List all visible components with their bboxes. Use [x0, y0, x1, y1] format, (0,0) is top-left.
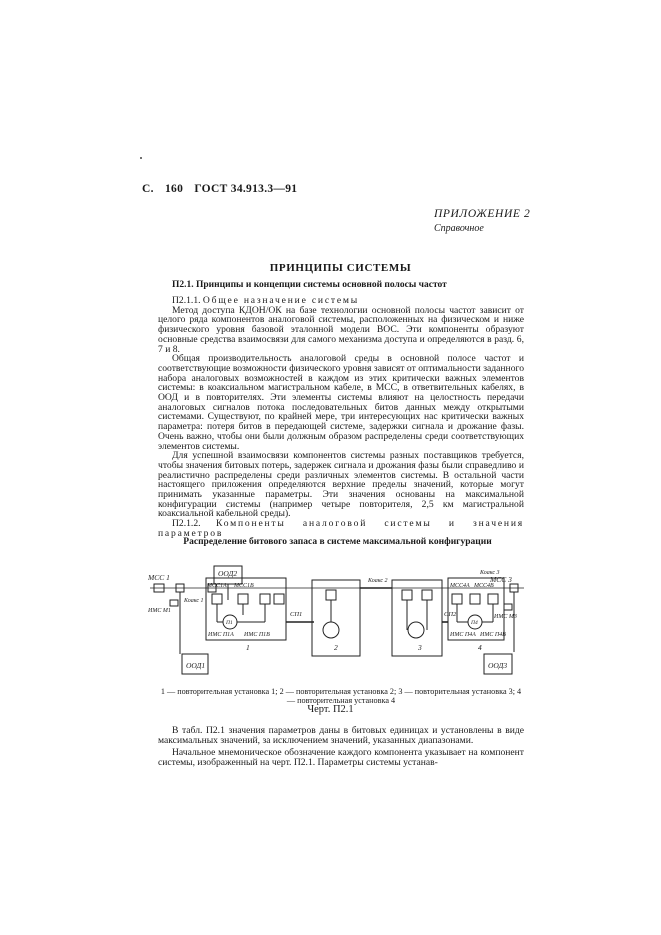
label-repeater-4: 4: [478, 643, 482, 652]
ims-m3-box: [504, 604, 512, 610]
scan-speck: [140, 157, 142, 159]
subsection-title: Общее назначение системы: [202, 295, 360, 306]
page-number: 160: [164, 183, 184, 195]
page-prefix: С.: [142, 183, 154, 195]
r1-block-a: [212, 594, 222, 604]
r2-block-a: [326, 590, 336, 600]
repeater-3: [392, 580, 442, 656]
section-heading: П2.1. Принципы и концепции системы основной полосы частот: [172, 280, 447, 290]
label-mss4a: МСС4А: [450, 583, 470, 589]
label-p4: П4: [471, 620, 478, 626]
r1-block-c: [260, 594, 270, 604]
label-ood1: ООД1: [186, 661, 206, 670]
label-sp1: СП1: [290, 611, 303, 618]
label-p1: П1: [226, 620, 233, 626]
r4-block-c: [488, 594, 498, 604]
paragraph: В табл. П2.1 значения параметров даны в битовых единицах и установлены в виде максимальных значений, за исключением значений, указанных диапазонами.: [158, 725, 524, 746]
figure-label: Черт. П2.1: [307, 704, 354, 715]
label-coax2: Коакс 2: [368, 578, 388, 584]
subsection-number: П2.1.1.: [172, 295, 201, 306]
label-mss1a: МСС1А: [207, 583, 227, 589]
page-header: [142, 183, 305, 195]
label-ims-p1b: ИМС П1В: [244, 632, 270, 638]
page-title: ПРИНЦИПЫ СИСТЕМЫ: [269, 262, 412, 274]
ims-m1-box: [170, 600, 178, 606]
r1-block-d: [274, 594, 284, 604]
subsection-title: Компоненты аналоговой системы и значения параметров: [158, 518, 524, 539]
body-text-1: [158, 296, 524, 539]
label-repeater-2: 2: [334, 643, 338, 652]
appendix-label: ПРИЛОЖЕНИЕ 2: [434, 208, 531, 220]
r2-circle: [323, 622, 339, 638]
paragraph: Начальное мнемоническое обозначение каждого компонента указывает на компонент системы, изображенный на черт. П2.1. Параметры системы устанав-: [158, 747, 524, 769]
label-mss1: МСС 1: [148, 573, 170, 582]
r3-circle: [408, 622, 424, 638]
label-ims-m3: ИМС М3: [494, 614, 517, 620]
label-repeater-1: 1: [246, 643, 250, 652]
label-mss1b: МСС1В: [234, 583, 254, 589]
figure-title: Распределение битового запаса в системе максимальной конфигурации: [183, 537, 492, 547]
label-sp2: СП2: [444, 611, 457, 618]
label-ood3: ООД3: [488, 661, 508, 670]
r4-block-b: [470, 594, 480, 604]
label-ims-p1a: ИМС П1А: [208, 632, 234, 638]
label-ims-p4a: ИМС П4А: [450, 632, 476, 638]
r3-block-b: [422, 590, 432, 600]
subsection-heading-2: [158, 519, 524, 538]
label-coax3: Коакс 3: [480, 570, 500, 576]
figure-caption: 1 — повторительная установка 1; 2 — повторительная установка 2; 3 — повторительная установка 3; 4 — повторительная установка 4: [160, 687, 522, 705]
paragraph: Для успешной взаимосвязи компонентов системы разных поставщиков требуется, чтобы значения битовых потерь, задержек сигнала и дрожания фазы были справедливо и реалистично распределены среди различных элементов системы. В остальной части настоящего приложения определяются верхние пределы значений, которые могут принимать указанные параметры. Эти значения основаны на максимальной конфигурации системы (например четыре повторителя, 2,5 км магистральной коаксиальной кабельной среды).: [158, 450, 524, 520]
standard-id: ГОСТ 34.913.3—91: [194, 183, 298, 195]
label-mss4b: МСС4В: [474, 583, 494, 589]
system-diagram: [148, 560, 528, 682]
label-ims-m1: ИМС М1: [148, 608, 171, 614]
label-repeater-3: 3: [418, 643, 422, 652]
label-ood2: ООД2: [218, 569, 238, 578]
paragraph: Метод доступа КДОН/ОК на базе технологии основной полосы частот зависит от целого ряда компонентов аналоговой системы, расположенных на физическом и ниже физического уровня базовой эталонной модели ВОС. Эти компоненты образуют основные средства взаимосвязи для самого механизма доступа и определяются в разд. 6, 7 и 8.: [158, 304, 524, 355]
label-mss3: МСС 3: [490, 575, 512, 584]
r1-block-b: [238, 594, 248, 604]
body-text-2: [158, 726, 524, 768]
subsection-number: П2.1.2.: [172, 518, 201, 530]
r4-block-a: [452, 594, 462, 604]
appendix-sublabel: Справочное: [434, 223, 484, 234]
label-ims-p4b: ИМС П4В: [480, 632, 506, 638]
r3-block-a: [402, 590, 412, 600]
label-coax1: Коакс 1: [184, 598, 204, 604]
paragraph: Общая производительность аналоговой среды в основной полосе частот и соответствующие возможности физического уровня зависят от оптимальности заданного набора аналоговых возможностей в каждом из этих критически важных элементов системы: в коаксиальном магистральном кабеле, в МСС, в ответвительных кабелях, в ООД и в повторителях. Эти элементы системы влияют на целостность передачи аналоговых сигналов потока последовательных битов данных между открытыми системами. Существуют, по крайней мере, три интересующих нас критически важных параметра: потеря битов в передающей системе, задержки сигнала и дрожание фазы. Очень важно, чтобы они были должным образом распределены среди соответствующих элементов системы.: [158, 353, 524, 452]
